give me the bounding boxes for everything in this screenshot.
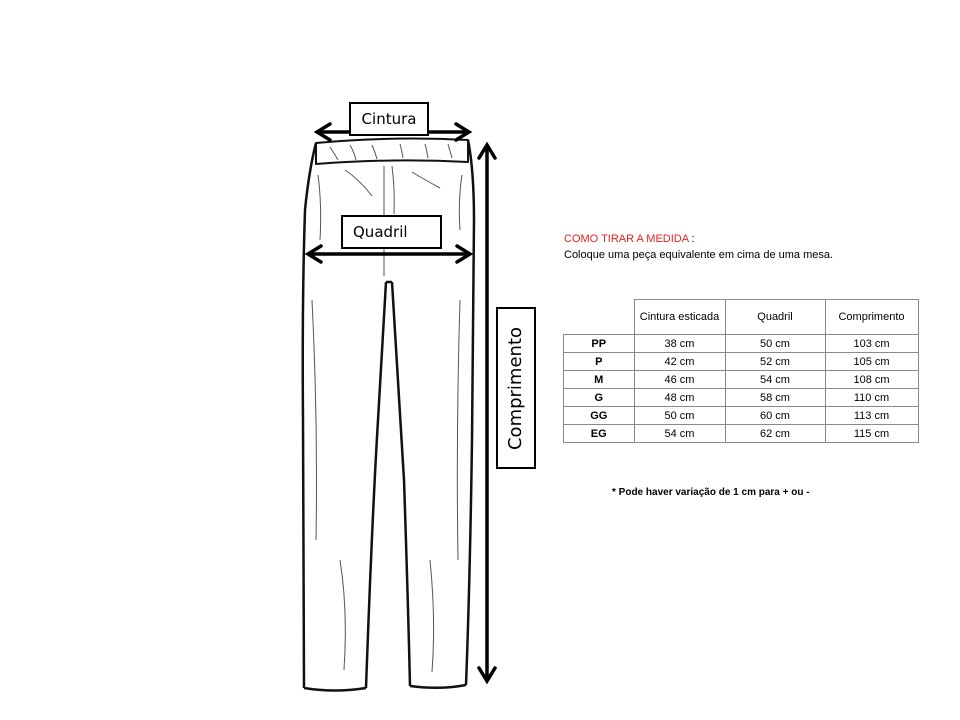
cintura-cell: 48 cm xyxy=(634,389,725,407)
size-cell: G xyxy=(564,389,635,407)
table-corner xyxy=(564,300,635,335)
waist-label xyxy=(349,102,429,136)
header-quadril: Quadril xyxy=(725,300,825,335)
size-table xyxy=(563,299,919,443)
waist-label-text: Cintura xyxy=(361,110,417,128)
table-row xyxy=(564,425,919,443)
cintura-cell: 46 cm xyxy=(634,371,725,389)
quadril-cell: 54 cm xyxy=(725,371,825,389)
quadril-cell: 52 cm xyxy=(725,353,825,371)
cintura-cell: 42 cm xyxy=(634,353,725,371)
comprimento-cell: 103 cm xyxy=(825,335,918,353)
instructions-title: COMO TIRAR A MEDIDA xyxy=(564,233,689,245)
cintura-cell: 54 cm xyxy=(634,425,725,443)
instructions-colon: : xyxy=(688,233,695,245)
instructions-heading xyxy=(564,231,833,247)
comprimento-cell: 105 cm xyxy=(825,353,918,371)
table-row xyxy=(564,407,919,425)
size-cell: P xyxy=(564,353,635,371)
quadril-cell: 60 cm xyxy=(725,407,825,425)
table-row xyxy=(564,389,919,407)
table-row xyxy=(564,353,919,371)
hip-label xyxy=(341,215,442,249)
cintura-cell: 38 cm xyxy=(634,335,725,353)
quadril-cell: 62 cm xyxy=(725,425,825,443)
hip-label-text: Quadril xyxy=(353,223,408,241)
table-row xyxy=(564,335,919,353)
comprimento-cell: 108 cm xyxy=(825,371,918,389)
size-cell: GG xyxy=(564,407,635,425)
table-header-row xyxy=(564,300,919,335)
length-label-text: Comprimento xyxy=(505,326,527,450)
instructions-text: Coloque uma peça equivalente em cima de uma mesa. xyxy=(564,249,834,261)
length-label xyxy=(496,307,536,469)
cintura-cell: 50 cm xyxy=(634,407,725,425)
comprimento-cell: 113 cm xyxy=(825,407,918,425)
length-arrow xyxy=(479,145,495,681)
size-cell: M xyxy=(564,371,635,389)
size-cell: PP xyxy=(564,335,635,353)
comprimento-cell: 110 cm xyxy=(825,389,918,407)
comprimento-cell: 115 cm xyxy=(825,425,918,443)
measuring-instructions xyxy=(564,231,833,263)
table-row xyxy=(564,371,919,389)
quadril-cell: 58 cm xyxy=(725,389,825,407)
quadril-cell: 50 cm xyxy=(725,335,825,353)
header-cintura: Cintura esticada xyxy=(634,300,725,335)
header-comprimento: Comprimento xyxy=(825,300,918,335)
size-cell: EG xyxy=(564,425,635,443)
variation-note: * Pode haver variação de 1 cm para + ou - xyxy=(612,487,810,498)
